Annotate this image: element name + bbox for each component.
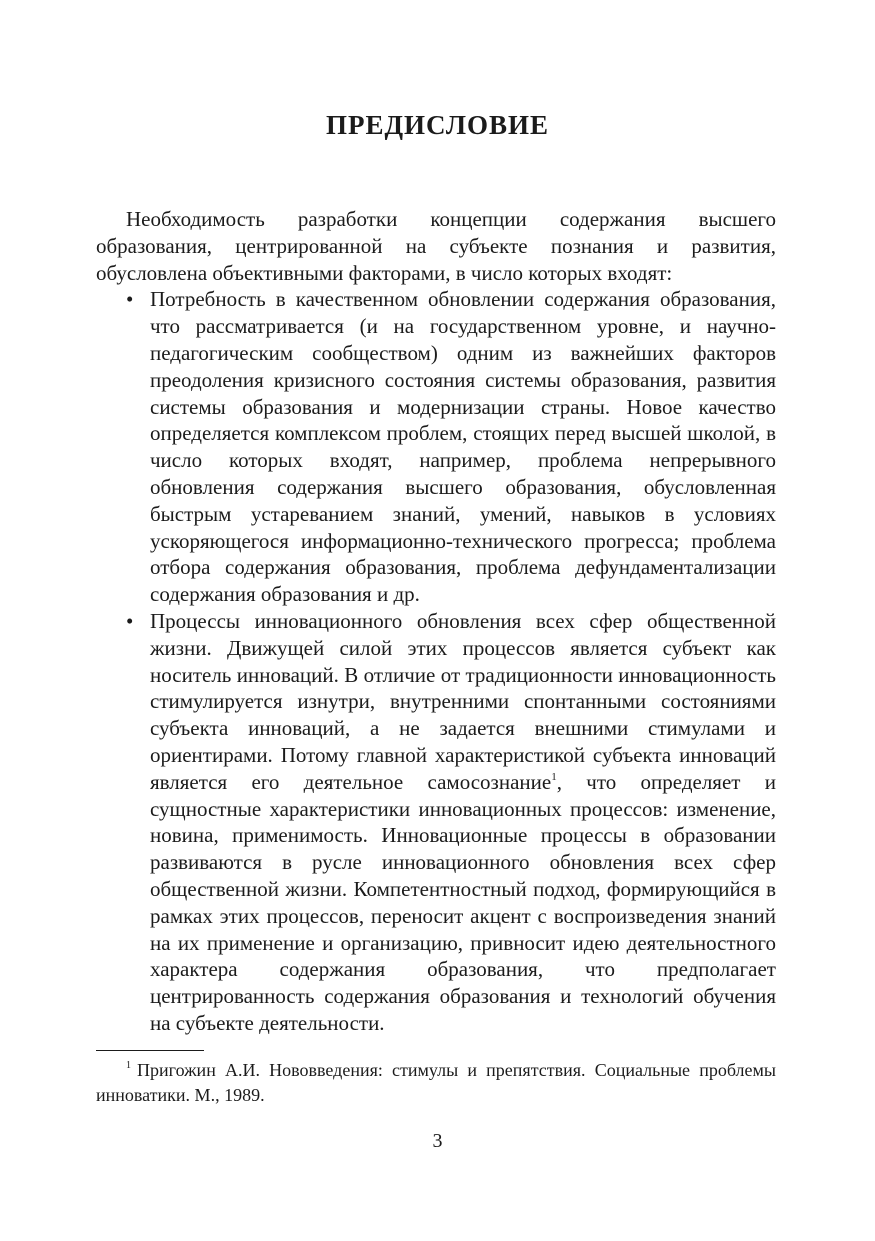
list-item-text-part: , что определяет и сущностные характеристики инновационных процессов: изменение, новина, применимость. Инновационные процессы в образовании развиваются в русле инновационного обновления всех сфер общественной жизни. Компетентностный подход, формирующийся в рамках этих процессов, переносит акцент с воспроизведения знаний на их применение и организацию, привносит идею деятельностного характера содержания образования, что предполагает центрированность содержания образования и технологий обучения на субъекте деятельности. (150, 769, 776, 1035)
list-item (96, 286, 776, 608)
footnote-reference: 1 (551, 770, 557, 783)
footnote-number: 1 (126, 1060, 131, 1071)
list-item (96, 608, 776, 1037)
footnote-divider (96, 1050, 204, 1051)
page-number: 3 (432, 1130, 443, 1152)
bullet-icon: • (126, 608, 134, 633)
footnote-text: Пригожин А.И. Нововведения: стимулы и препятствия. Социальные проблемы инноватики. М., 1989. (96, 1060, 776, 1105)
factors-list (96, 286, 776, 1036)
page-title: ПРЕДИСЛОВИЕ (325, 110, 550, 140)
intro-paragraph: Необходимость разработки концепции содержания высшего образования, центрированной на субъекте познания и развития, обусловлена объективными факторами, в число которых входят: (96, 207, 776, 285)
list-item-text (150, 608, 776, 1037)
list-item-text-part: Процессы инновационного обновления всех сфер общественной жизни. Движущей силой этих процессов является субъект как носитель инноваций. В отличие от традиционности инновационность стимулируется изнутри, внутренними спонтанными состояниями субъекта инноваций, а не задается внешними стимулами и ориентирами. Потому главной характеристикой субъекта инноваций является его деятельное самосознание (150, 608, 776, 794)
list-item-text: Потребность в качественном обновлении содержания образования, что рассматривается (и на государственном уровне, и научно-педагогическим сообществом) одним из важнейших факторов преодоления кризисного состояния системы образования, развития системы образования и модернизации страны. Новое качество определяется комплексом проблем, стоящих перед высшей школой, в число которых входят, например, проблема непрерывного обновления содержания высшего образования, обусловленная быстрым устареванием знаний, умений, навыков в условиях ускоряющегося информационно-технического прогресса; проблема отбора содержания образования, проблема дефундаментализации содержания образования и др. (150, 287, 776, 607)
footnote (96, 1058, 776, 1108)
main-text (96, 206, 776, 1037)
bullet-icon: • (126, 287, 134, 312)
